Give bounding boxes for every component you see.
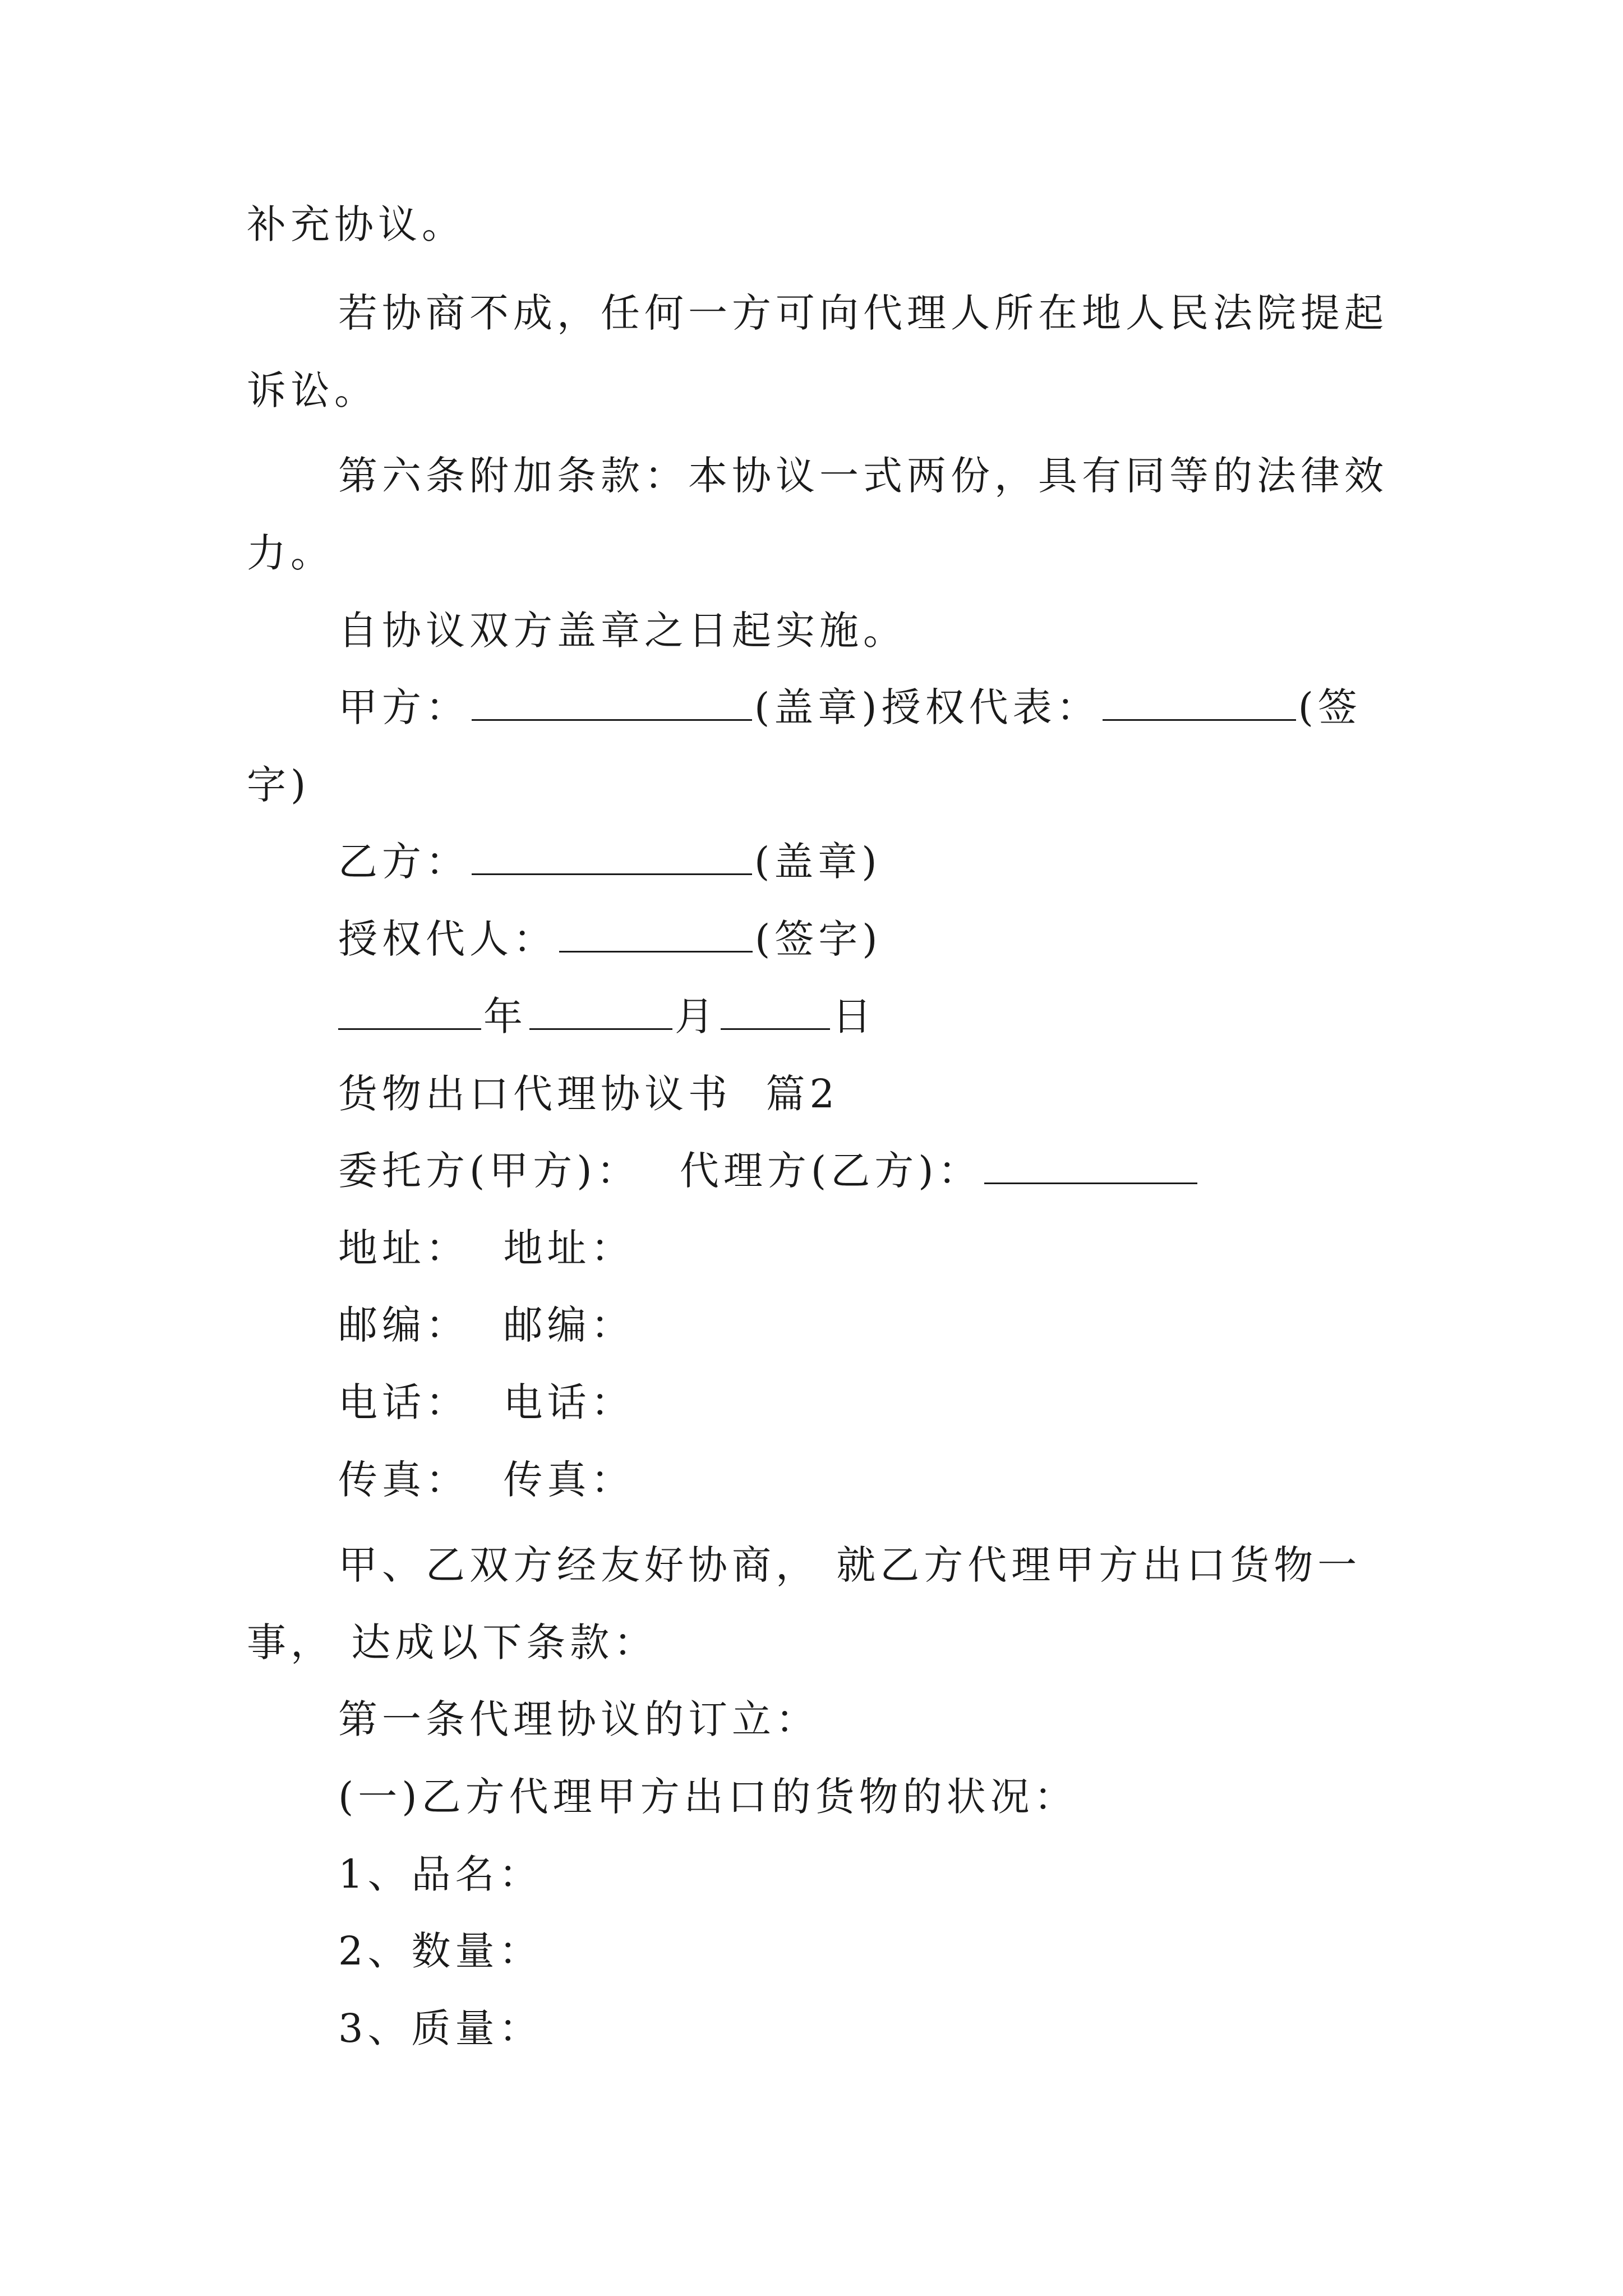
authorized-rep-label: 授权代表： — [881, 684, 1100, 730]
client-label: 委托方(甲方)： — [338, 1148, 640, 1194]
text-line: 力。 — [247, 530, 334, 576]
parties-line — [338, 1144, 1200, 1198]
day-blank — [721, 993, 830, 1030]
address-row: 地址： 地址： — [338, 1225, 635, 1271]
text-line: 第六条附加条款：本协议一式两份，具有同等的法律效 — [338, 453, 1388, 499]
party-b-blank — [472, 839, 752, 875]
signature-line-party-b — [338, 835, 882, 889]
party-a-blank — [472, 684, 752, 721]
list-item: 3、质量： — [338, 2005, 543, 2051]
month-label: 月 — [675, 993, 718, 1039]
text-line: (一)乙方代理甲方出口的货物的状况： — [338, 1774, 1078, 1820]
text-line: 诉讼。 — [247, 367, 378, 413]
postcode-row: 邮编： 邮编： — [338, 1302, 635, 1348]
year-blank — [338, 993, 481, 1030]
text-line: 补充协议。 — [247, 201, 465, 247]
date-line — [338, 990, 876, 1043]
authorized-agent-blank — [559, 916, 753, 953]
party-a-label: 甲方： — [338, 684, 469, 730]
day-label: 日 — [832, 993, 876, 1039]
phone-row: 电话： 电话： — [338, 1379, 635, 1425]
text-line: 字) — [247, 762, 311, 808]
sign-label: (签字) — [755, 916, 882, 962]
signature-line-agent — [338, 912, 882, 966]
signature-line-party-a — [338, 680, 1362, 734]
fax-row: 传真： 传真： — [338, 1457, 635, 1503]
seal-label: (盖章) — [754, 684, 882, 730]
agent-label: 代理方(乙方)： — [679, 1148, 982, 1194]
list-item: 1、品名： — [338, 1851, 543, 1897]
list-item: 2、数量： — [338, 1928, 543, 1974]
year-label: 年 — [483, 993, 527, 1039]
section-title: 货物出口代理协议书 篇2 — [338, 1071, 840, 1117]
text-line: 事， 达成以下条款： — [247, 1619, 658, 1665]
text-line: 甲、乙双方经友好协商， 就乙方代理甲方出口货物一 — [338, 1542, 1362, 1588]
text-line: 自协议双方盖章之日起实施。 — [338, 608, 907, 654]
text-line: 若协商不成，任何一方可向代理人所在地人民法院提起 — [338, 290, 1388, 336]
agent-blank — [984, 1148, 1197, 1184]
authorized-agent-label: 授权代人： — [338, 916, 557, 962]
month-blank — [529, 993, 672, 1030]
seal-label: (盖章) — [754, 839, 882, 885]
party-b-label: 乙方： — [338, 839, 469, 885]
sign-paren-open: (签 — [1298, 684, 1362, 730]
authorized-rep-blank — [1103, 684, 1296, 721]
text-line: 第一条代理协议的订立： — [338, 1696, 819, 1742]
